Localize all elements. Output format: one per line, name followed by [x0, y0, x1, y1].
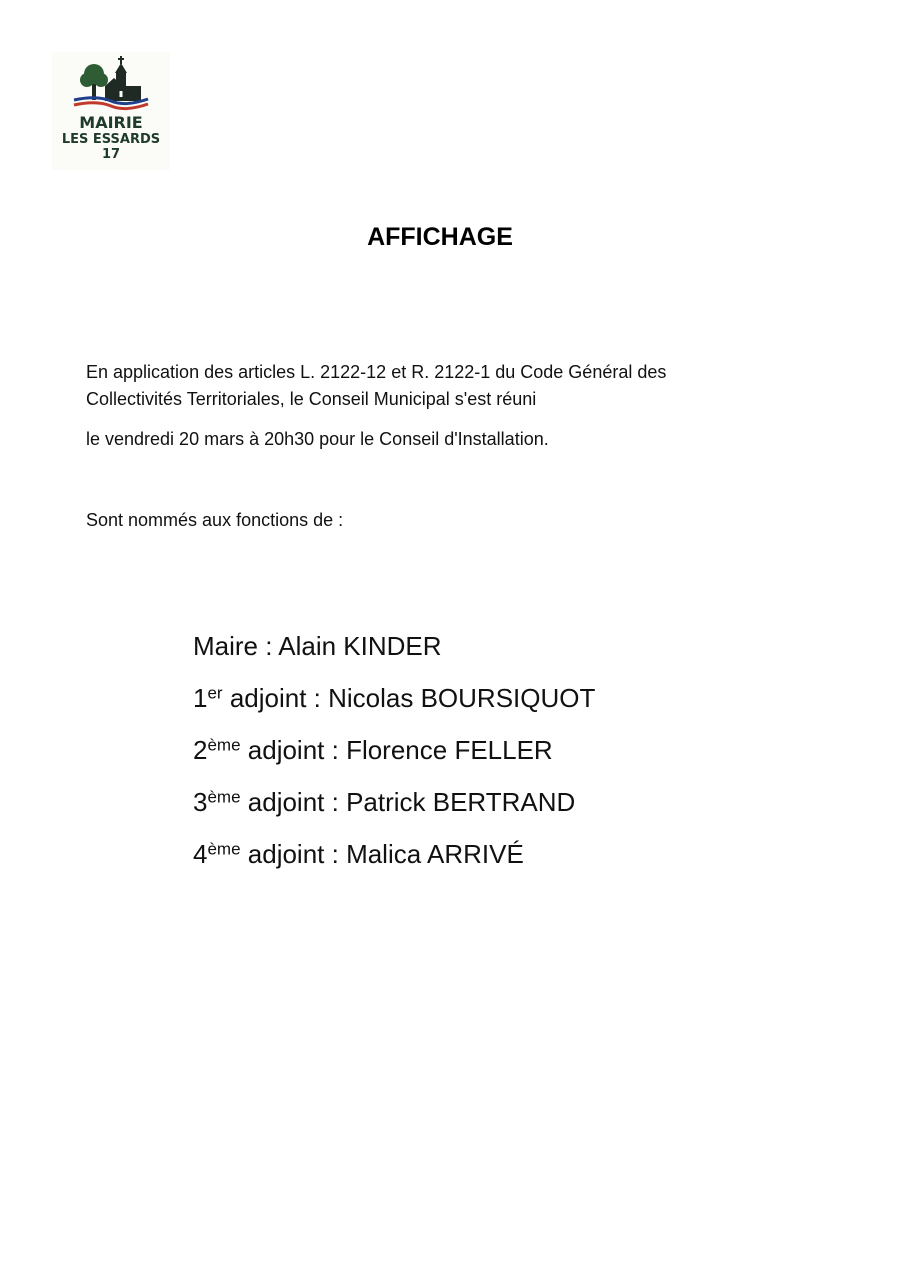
logo-department: 17 [101, 147, 121, 162]
officials-list [193, 626, 595, 886]
paragraph-meeting-date: le vendredi 20 mars à 20h30 pour le Conseil d'Installation. [86, 429, 549, 449]
official-adjoint-1 [193, 678, 595, 730]
official-number: 3 [193, 787, 208, 817]
official-role: adjoint : [240, 787, 347, 817]
official-adjoint-2 [193, 730, 595, 782]
official-name: Patrick BERTRAND [346, 787, 576, 817]
official-ordinal: ème [207, 839, 241, 859]
official-adjoint-4 [193, 834, 595, 886]
church-tree-icon [52, 52, 170, 114]
mairie-logo [52, 52, 170, 170]
logo-subtitle: LES ESSARDS [61, 132, 161, 147]
official-role: adjoint : [240, 735, 347, 765]
official-name: Nicolas BOURSIQUOT [328, 683, 596, 713]
official-adjoint-3 [193, 782, 595, 834]
official-name: Alain KINDER [278, 631, 442, 661]
official-number: 1 [193, 683, 208, 713]
paragraph-articles-line2: Collectivités Territoriales, le Conseil Municipal s'est réuni [86, 389, 537, 409]
official-name: Florence FELLER [346, 735, 553, 765]
official-role: adjoint : [240, 839, 347, 869]
official-role: Maire : [193, 631, 279, 661]
paragraph-appointments-intro: Sont nommés aux fonctions de : [86, 510, 344, 530]
official-ordinal: ème [207, 787, 241, 807]
logo-title: MAIRIE [79, 113, 143, 132]
official-name: Malica ARRIVÉ [346, 839, 524, 869]
official-mayor [193, 626, 595, 678]
official-role: adjoint : [222, 683, 329, 713]
official-ordinal: er [207, 683, 223, 703]
official-number: 2 [193, 735, 208, 765]
page-title: AFFICHAGE [367, 223, 513, 251]
official-number: 4 [193, 839, 208, 869]
official-ordinal: ème [207, 735, 241, 755]
paragraph-articles-line1: En application des articles L. 2122-12 et R. 2122-1 du Code Général des [86, 362, 667, 382]
